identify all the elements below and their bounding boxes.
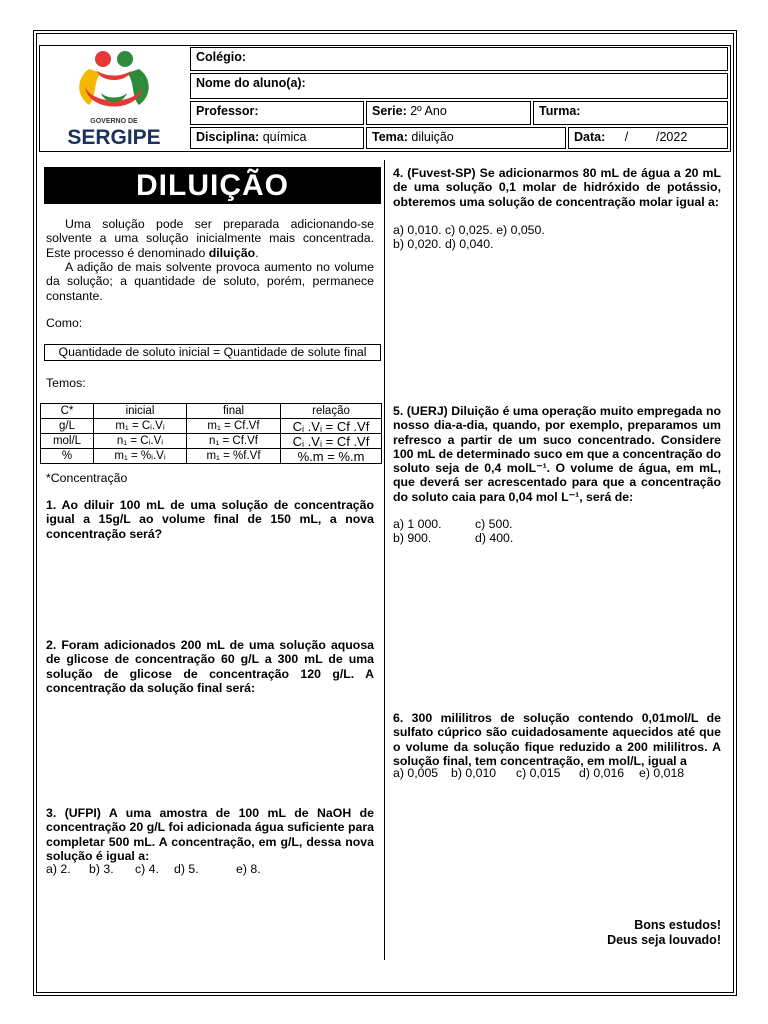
professor-field[interactable] xyxy=(190,101,364,125)
question-4-options-1: a) 0,010. c) 0,025. e) 0,050. xyxy=(393,223,545,237)
serie-field[interactable] xyxy=(366,101,531,125)
option: a) 0,005 xyxy=(393,766,439,780)
tema-label: Tema: xyxy=(372,130,408,144)
page-title: DILUIÇÃO xyxy=(44,167,381,204)
table-header: C* xyxy=(41,404,94,419)
table-cell: m₁ = Cᵢ.Vᵢ xyxy=(94,419,187,434)
serie-value: 2º Ano xyxy=(410,104,447,118)
table-cell: %.m = %.m xyxy=(281,449,382,464)
option: d) 0,016 xyxy=(579,766,625,780)
option: a) 2. xyxy=(46,862,71,876)
option: b) 3. xyxy=(89,862,114,876)
colegio-label: Colégio: xyxy=(196,50,246,64)
question-3: 3. (UFPI) A uma amostra de 100 mL de NaOH de concentração 20 g/L foi adicionada água suficiente para completar 500 mL. A concentração, em g/L, dessa nova solução é igual a: xyxy=(46,806,374,863)
aluno-field[interactable] xyxy=(190,73,728,99)
table-cell: m₁ = %f.Vf xyxy=(187,449,281,464)
table-cell: Cᵢ .Vᵢ = Cf .Vf xyxy=(281,419,382,434)
table-cell: mol/L xyxy=(41,434,94,449)
tema-value: diluição xyxy=(411,130,454,144)
serie-label: Serie: xyxy=(372,104,407,118)
option: c) 500. xyxy=(475,517,513,531)
logo-text-bottom: SERGIPE xyxy=(67,126,161,149)
aluno-label: Nome do aluno(a): xyxy=(196,76,306,90)
logo-text-top: GOVERNO DE xyxy=(90,118,138,125)
sergipe-logo xyxy=(41,47,187,150)
temos-label: Temos: xyxy=(46,376,86,390)
intro-paragraph-2: A adição de mais solvente provoca aumento no volume da solução; a quantidade de soluto, porém, permanece constante. xyxy=(46,260,374,303)
column-divider xyxy=(384,160,385,960)
option: e) 8. xyxy=(236,862,261,876)
table-cell: % xyxy=(41,449,94,464)
option: d) 5. xyxy=(174,862,199,876)
question-4-options-2: b) 0,020. d) 0,040. xyxy=(393,237,494,251)
question-6-options xyxy=(393,766,721,780)
table-cell: g/L xyxy=(41,419,94,434)
option: e) 0,018 xyxy=(639,766,685,780)
table-row xyxy=(41,449,382,464)
table-cell: n₁ = Cf.Vf xyxy=(187,434,281,449)
turma-label: Turma: xyxy=(539,104,581,118)
question-6: 6. 300 mililitros de solução contendo 0,01mol/L de sulfato cúprico são cuidadosamente aquecidos até que o volume da solução fique reduzido a 200 mililitros. A solução final, tem concentração, em mol/L, igual a xyxy=(393,711,721,768)
data-field[interactable] xyxy=(568,127,728,149)
intro-bold-term: diluição xyxy=(208,245,256,260)
closing-line-2: Deus seja louvado! xyxy=(607,933,721,947)
colegio-field[interactable] xyxy=(190,47,728,71)
conservation-formula: Quantidade de soluto inicial = Quantidade de solute final xyxy=(44,344,381,361)
option: a) 1 000. xyxy=(393,517,442,531)
table-cell: m₁ = Cf.Vf xyxy=(187,419,281,434)
disciplina-field[interactable] xyxy=(190,127,364,149)
table-cell: m₁ = %ᵢ.Vᵢ xyxy=(94,449,187,464)
table-header: relação xyxy=(281,404,382,419)
intro-paragraph-1 xyxy=(46,217,374,260)
como-label: Como: xyxy=(46,316,83,330)
question-5-options xyxy=(393,517,593,546)
tema-field[interactable] xyxy=(366,127,566,149)
intro-end: . xyxy=(255,245,259,260)
concentration-table xyxy=(40,403,382,464)
disciplina-value: química xyxy=(262,130,307,144)
data-value: / /2022 xyxy=(624,130,688,144)
professor-label: Professor: xyxy=(196,104,259,118)
table-header: final xyxy=(187,404,281,419)
closing-message xyxy=(607,918,721,948)
option: c) 0,015 xyxy=(516,766,561,780)
closing-line-1: Bons estudos! xyxy=(634,918,721,932)
option: b) 900. xyxy=(393,531,432,546)
table-header: inicial xyxy=(94,404,187,419)
question-1: 1. Ao diluir 100 mL de uma solução de concentração igual a 15g/L ao volume final de 150 mL, a nova concentração será? xyxy=(46,498,374,541)
question-2: 2. Foram adicionados 200 mL de uma solução aquosa de glicose de concentração 60 g/L a 300 mL de uma solução de glicose de concentração 120 g/L. A concentração da solução final será: xyxy=(46,638,374,695)
turma-field[interactable] xyxy=(533,101,728,125)
data-label: Data: xyxy=(574,130,606,144)
question-5: 5. (UERJ) Diluição é uma operação muito empregada no nosso dia-a-dia, quando, por exemplo, preparamos um refresco a partir de um suco concentrado. Considere 100 mL de determinado suco em que a concentração do soluto seja de 0,4 molL⁻¹. O volume de água, em mL, que deverá ser acrescentado para que a concentração do soluto caia para 0,04 mol L⁻¹, será de: xyxy=(393,404,721,504)
table-header-row xyxy=(41,404,382,419)
disciplina-label: Disciplina: xyxy=(196,130,260,144)
intro-text: Uma solução pode ser preparada adicionando-se solvente a uma solução inicialmente mais concentrada. Este processo é denominado xyxy=(46,217,374,260)
option: c) 4. xyxy=(135,862,159,876)
table-cell: n₁ = Cᵢ.Vᵢ xyxy=(94,434,187,449)
question-4: 4. (Fuvest-SP) Se adicionarmos 80 mL de água a 20 mL de uma solução 0,1 molar de hidróxido de potássio, obteremos uma solução de concentração molar igual a: xyxy=(393,166,721,209)
table-cell: Cᵢ .Vᵢ = Cf .Vf xyxy=(281,434,382,449)
table-row xyxy=(41,419,382,434)
table-row xyxy=(41,434,382,449)
option: d) 400. xyxy=(475,531,514,546)
option: b) 0,010 xyxy=(451,766,497,780)
question-3-options xyxy=(46,862,374,876)
table-footnote: *Concentração xyxy=(46,471,128,485)
